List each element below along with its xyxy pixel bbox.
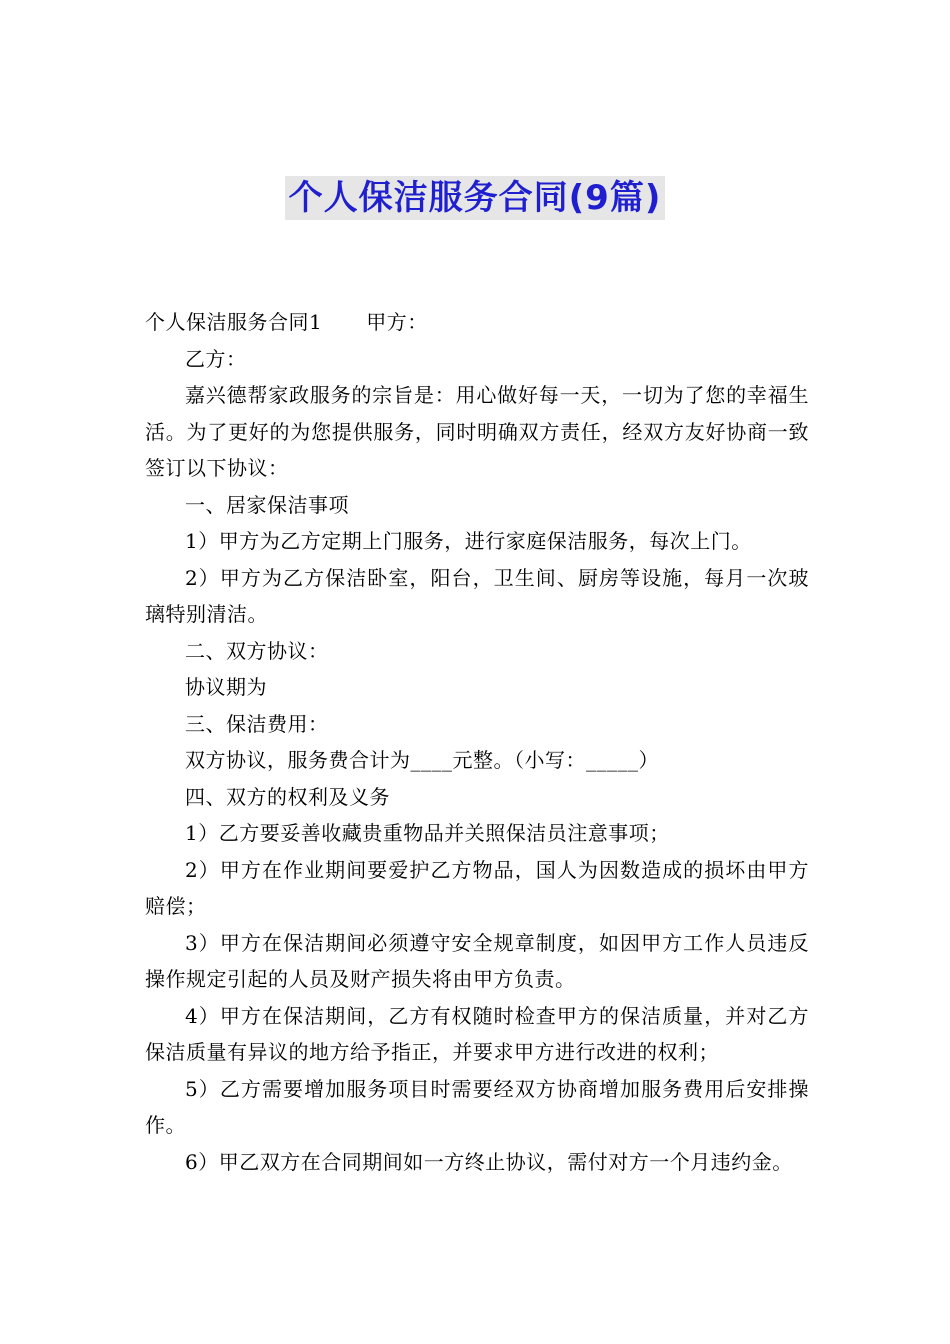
- document-body: [145, 304, 809, 1180]
- title-container: [0, 176, 950, 220]
- section-heading-fees: 三、保洁费用：: [185, 711, 329, 736]
- first-line: [145, 304, 809, 341]
- paragraph-agreement-term: 协议期为: [185, 675, 267, 699]
- paragraph-fees: 双方协议，服务费合计为____元整。（小写：_____）: [185, 748, 659, 772]
- contract-heading: 个人保洁服务合同1: [145, 310, 323, 334]
- section-heading-cleaning-items: 一、居家保洁事项: [185, 492, 349, 517]
- section-heading-rights: 四、双方的权利及义务: [185, 784, 390, 809]
- paragraph-rights-5: 5）乙方需要增加服务项目时需要经双方协商增加服务费用后安排操作。: [145, 1076, 809, 1137]
- section-heading-agreement: 二、双方协议：: [185, 638, 329, 663]
- document-title: 个人保洁服务合同(9篇): [285, 176, 666, 220]
- paragraph-item-2: 2）甲方为乙方保洁卧室，阳台，卫生间、厨房等设施，每月一次玻璃特别清洁。: [145, 565, 809, 626]
- paragraph-item-1: 1）甲方为乙方定期上门服务，进行家庭保洁服务，每次上门。: [185, 529, 752, 553]
- paragraph-party-b: 乙方：: [185, 346, 247, 371]
- paragraph-rights-3: 3）甲方在保洁期间必须遵守安全规章制度，如因甲方工作人员违反操作规定引起的人员及财产损失将由甲方负责。: [145, 930, 809, 991]
- paragraph-rights-4: 4）甲方在保洁期间，乙方有权随时检查甲方的保洁质量，并对乙方保洁质量有异议的地方给予指正，并要求甲方进行改进的权利；: [145, 1003, 809, 1064]
- paragraph-rights-2: 2）甲方在作业期间要爱护乙方物品，国人为因数造成的损坏由甲方赔偿；: [145, 857, 809, 918]
- paragraph-purpose: 嘉兴德帮家政服务的宗旨是：用心做好每一天，一切为了您的幸福生活。为了更好的为您提供服务，同时明确双方责任，经双方友好协商一致签订以下协议：: [145, 383, 809, 480]
- paragraph-rights-1: 1）乙方要妥善收藏贵重物品并关照保洁员注意事项；: [185, 821, 670, 845]
- paragraph-rights-6: 6）甲乙双方在合同期间如一方终止协议，需付对方一个月违约金。: [185, 1149, 793, 1174]
- party-a-label: 甲方：: [366, 310, 428, 334]
